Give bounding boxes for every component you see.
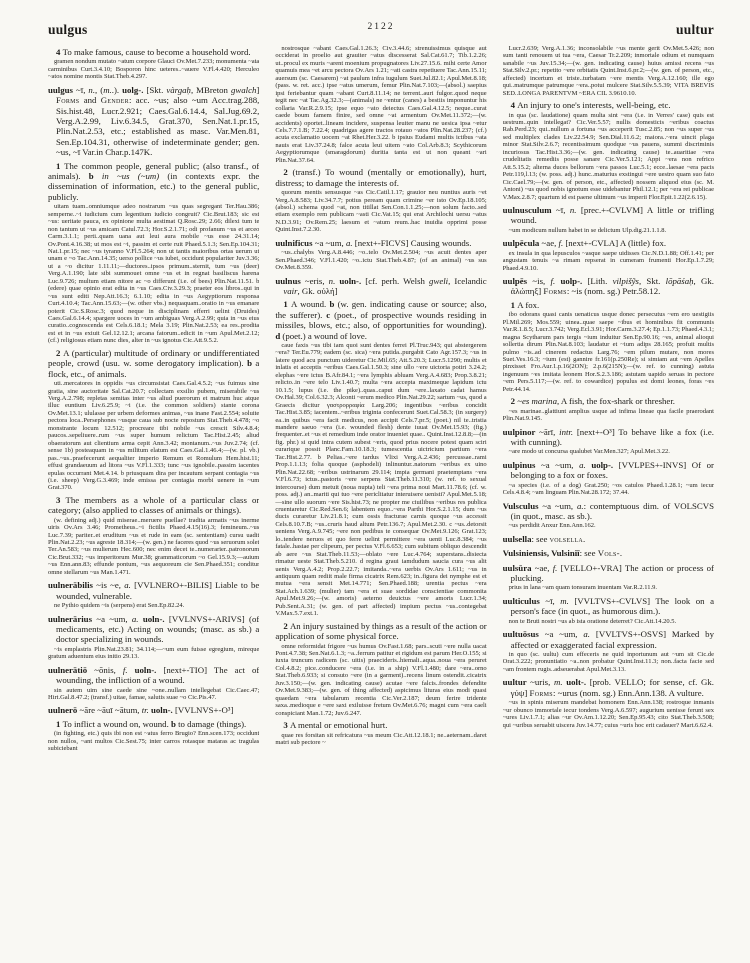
- text-columns: [48, 44, 714, 953]
- entry-headword-block: uulnerārius ~a ~um, a. uoln-. [VVLNVS+-ARIVS] (of medicaments, etc.) Acting on wounds; (masc. as sb.) a doctor specializing in wounds.: [48, 613, 260, 645]
- quotation-block: (w. defining adj.) quid miserae..meruere puellae? tradita armatis ~us inerme uiris Ov.Ars 3.46; Prometheus..~i fictilis Phaed.4.15(16).3; femineum..~us Luc.7.39; pariter..et eruditum ~us et rude in eam (sc. sententiam) cursu uadit Plin.Nat.2.23; ~us agreste 18.314;—(w. gen.) ne faceres quod ~us seruorum solet Ter.An.583; ~us mulierum Hec.600; nec enim decet te..numerarier..patronorum Cic.Brut.332; ~us imperitorum Mur.38; grammaticorum ~o Gel.15.9.3;—auium ~us Enn.ann.83; effunde pontum, ~us aequoreum cie Sen.Phaed.351; conditur omne stellarum ~us Man.1.471.: [48, 516, 260, 576]
- sense-definition: 1 A wound. b (w. gen. indicating cause or source; also, the sufferer). c (poet., of prospective wounds residing in missiles, blows, etc.; also, of opportunities for wounding). d (poet.) a wound of love.: [275, 299, 487, 341]
- entry-headword-block: uultuōsus ~a ~um, a. [VVLTVS+-OSVS] Marked by affected or exaggerated facial expression.: [502, 629, 714, 650]
- entry-headword-block: Vulsiniensis, Vulsiniī: see Vols-.: [502, 548, 623, 559]
- quotation-block: in qua (sc. laudatione) quam multa sint ~era (i.e. in Verres' case) quis est uestrum..quin intellegat? Cic.Ver.5.57; nullis domesticis ~eribus coactus Rab.Perd.23; qui..nullum a fortuna ~us acceperit Tusc.2.85; non ~us super ~us sed multiplex clades Liv.22.54.9; Sen.Dial.11.6.2; maiora..~era uincit plaga minor Stat.Silv.2.6.7; recentissimum quodque ~us pauens, summi discriminis incuriosus Tac.Hist.3.36;—(w. gen. indicating cause) te..auaritiae ~era crudelitatis remediis posse sanare Cic.Ver.5.121; Appi ~era non refrico Att.5.15.2; alterna duces bellorum ~era passos Luc.5.1; ecce..laesae ~era pacis Petr.119,l.13; (w. poss. adj.) hunc..maturius exstingui ~ere uestro quam suo fato Cic.Cael.79;—(w. gen. of person, etc., affected) nossem aliquod eius (sc. M. Antoni) ~us quod nobis ignotum esse uidebantur Phil.12.1; per ~era rei publicae V.Max.2.8.7; quartum id est paene ultimum ~us imperii Flor.Epit.1.22(2.6.15).: [502, 111, 714, 201]
- sense-definition: 1 A fox.: [510, 299, 540, 310]
- quotation-block: sin autem uim sine caede sine ~one..nullam intellegebat Cic.Caec.47; Hirt.Gal.8.47.2; (transf.) uitae, famae, salutis suae ~o Cic.Pis.47.: [48, 686, 260, 701]
- column-left: [48, 44, 259, 953]
- entry-headword-block: uulnerō ~āre ~āuī ~ātum, tr. uoln-. [VVLNVS+-O³]: [48, 705, 234, 716]
- quotation-block: nostrosque ~abant Caes.Gal.1.26.3; Civ.3.44.6; strenuissimus quisque aut occiderat in proelio aut grauiter ~atus discesserat Sal.Cat.61.7; Tib.1.2.26; ut..procul ex muris ~arent moenium propugnatores Liv.27.15.6. mihi certe Amor quamuis mea ~et arcu pectora Ov.Ars 1.21; ~ati castra repetiuere Tac.Ann.15.11; auersum (sc. Caesarem) ~at paulum infra iugulum Suet.Jul.82.1; Apul.Met.8.18; (pass. w. ret. acc.) ipse ~atus umerum, femur Plin.Nat.7.103;—(absol.) saepius ipsi feriebantur quam ~abant Curt.8.11.14; ne terrent..auri fulgor..quod neque tegit nec ~at Tac.Ag.32.3;—(animals) ne ~entur (canes) a bestiis imponuntur his collaria Var.R.2.9.15; ipse equo ~ato deiectus Caes.Gal.4.12.5; neque..curat caede boum famem finire, sed omne ~at armentum Ov.Met.11.372;—(w. accidents) oportet..lineam incidere, suspensa leuiter manu ne uesica ipsa ~etur Cels.7.7.1.B; 7.22.4; quadrigas agere tractos rotauo ~atos Plin.Nat.28.237; (cf.) acuta exclamatio uocem ~at Rhet.Her.3.22. b ipsius Eudami multis ictibus ~ata nauis erat Liv.37.24.8; falce acuta leui uitem ~ato Col.Arb.8.3; Scythicorum Aegyptiorumque (smaragdorum) duritia tanta est ut non queant ~ari Plin.Nat.37.64.: [275, 45, 487, 164]
- quotation-block: in quo (sc. uultu) cum effeceris ne quid inportunum aut ~um sit Cic.de Orat.3.222; pronuntiatio ~a..non probatur Quint.Inst.11.3; non..facta facie sed ~am frontem rugis..adseuerabat Apul.Met.3.13.: [502, 650, 714, 673]
- entry-headword-block: Vulsculus ~a ~um, a.: contemptuous dim. of VOLSCVS (in quot., masc. as sb.).: [502, 500, 714, 521]
- sense-definition: 1 The common people, general public; (also transf., of animals). b in ~us (~um) (in contexts expr. the dissemination of information, etc.) to the general public, publicly.: [48, 160, 260, 202]
- quotation-block: ~us perdidit Anxur Enn.Ann.162.: [508, 522, 596, 530]
- running-head-right-headword: uultur: [676, 22, 714, 37]
- quotation-block: ~a species (i.e. of a dog) Grat.250; ~os catulos Phaed.1.28.1; ~um iecur Cels.4.8.4; ~am linguam Plin.Nat.28.172; 37.44.: [502, 481, 714, 497]
- quotation-block: non te Bruti nostri ~us ab ista oratione deterret? Cic.Att.14.20.5.: [508, 617, 677, 625]
- quotation-block: omne reformidat frigore ~us humus Ov.Fast.1.68; pars..scuti ~ere nulla uacat Pont.4.7.38; Sen.Nat.6.1.3; ~a..ferrum patitur et rigidum est parum Her.O.155; si iuxta truncum radicem (sc. uitis) praecideris..hiemali..aqua..noua ~era peruret Col.4.8.2; pice..conducere ~era (i.e. in a ship) V.Fl.1.480; dare ~era..orno Stat.Theb.6.933; si consuto ~ere (in a garment)..recens linum ostendit..cicatrix Juv.3.150;—(w. gen. indicating cause) acutae ~ere falcis..frondes defendite Ov.Met.9.383;—(w. gen. of thing affected) aspicimus lituras eius modi quasi quaedam ~era tabularum recentia Cic.Ver.2.187; deum ferire tridente saxa..medioque e ~ere saxi exiluisse fretum Ov.Met.6.76; magni cum ~era caeli conspiciant Man.1.72; Juv.6.247.: [275, 642, 487, 717]
- quotation-block: ne Pythio quidem ~is (serpens) erat Sen.Ep.82.24.: [54, 602, 185, 610]
- column-middle: [275, 44, 486, 953]
- quotation-block: ~us in spinis miserum mandebat homonem Enn.Ann.138; rostroque inmanis ~ur obunco immortale iecur tondens Verg.A.6.597; augurium uenisse ferunt sex ~ures Liv.1.7.1; alias ~ur Ov.Am.1.12.20; Sen.Ep.95.43; cito Stat.Theb.3.508; qui ~uribus seruabit uiscera Juv.14.77; cuius ~uris hoc erit cadauer? Mart.6.62.4.: [502, 699, 714, 729]
- sense-definition: 4 To make famous, cause to become a household word.: [56, 47, 251, 57]
- entry-headword-block: uulgus ~ī, n., (m..). uolg-. [Skt. vàrgaḥ, MBreton gwalch] Forms and Gender: acc. ~us; also ~um Acc.trag.288, Sis.hist.48, Lucr.2.921; Caes.Gal.6.14.4, Sal.Jug.69.2, Verg.A.2.99, Liv.6.34.5, Grat.370, Sen.Nat.1.pr.15, Plin.Nat.2.53, etc.; established as masc. Var.Men.81, Sen.Ep.104.31, otherwise of indeterminate gender; gen. ~us, ~ī Var.in Char.p.147K.: [48, 84, 260, 158]
- page-number: 2122: [367, 22, 395, 32]
- quotation-block: quorum mentis sensusque ~as Cic.Catil.1.17; grauior neu nuntius auris ~et Verg.A.8.583; Liv.34.7.7; potius peream quam crimine ~er isto Ov.Ep.18.105; (absol.) schema quod ~at, non titillat Sen.Con.1.1.25;—non solum facto..sed etiam exemplo rem publicam ~asti Cic.Vat.15; qui erat Archilochi uersu ~atus N.D.3.91; Ov.Rem.25; laesum et ~atum reum..hac inuidia opprimi posse Quint.Inst.7.2.30.: [275, 189, 487, 234]
- sense-definition: 4 An injury to one's interests, well-being, etc.: [510, 100, 671, 111]
- entry-headword-block: uulpēs ~is, f. uolp-. [Lith. vilpišỹs, Skt. lōpāśaḥ, Gk. ἀλώπηξ] Forms: ~is (nom. sg.) Petr.58.12.: [502, 276, 714, 297]
- quotation-block: ~um modicum nullum habet in se delictum Ulp.dig.21.1.1.8.: [508, 226, 667, 234]
- sense-definition: 1 To inflict a wound on, wound. b to damage (things).: [56, 718, 247, 729]
- sense-definition: 3 A mental or emotional hurt.: [283, 720, 388, 731]
- quotation-block: ~is emplastris Plin.Nat.23.81; 34.114;—~um eum fuisse egregium, mireque gratum aduentum eius initio 29.13.: [48, 645, 260, 661]
- entry-headword-block: uulticulus ~ī, m. [VVLTVS+-CVLVS] The look on a person's face (in quot., as humorous dim.).: [502, 595, 714, 617]
- entry-headword-block: uulnerātiō ~ōnis, f. uoln-. [next+-TIO] The act of wounding, the infliction of a wound.: [48, 664, 260, 686]
- quotation-block: caue faxis ~us tibi iam quoi sunt dentes ferrei Pl.Truc.943; qui abstergerem ~era? Ter.Eu.779; eadem (sc. sica) ~era putida..purgabit Cato Agr.157.3; ~us in latere quod acu punctum uideretur Cic.Mil.65; Att.5.20.3; Lucr.5.1290; multis et inlatis et acceptis ~eribus Caes.Gal.1.50.3; sine ullo ~ere uictoria potiri 3.24.2; elephas ~ere ictus B.Afr.84.1; ~era lymphis abluam Verg.A.4.683; Prop.3.8.21; relicto..in ~ere telo Liv.1.40.7; multa ~era accepta maximeque lapidum ictu 10.1.5; lupus (i.e. the pike)..quas..caput dum ~ere..laxato cadat hamus Ov.Hal.39; Col.6.32.3; Alconti ~erum medico Plin.Nat.29.22; sartum ~us, quod a Graecis dicitur γαστρορραφία Larg.206; ingentibus ~eribus concidit Tac.Hist.3.85; iacentem..~eribus triginta confecerunt Suet.Cal.58.3; (in surgery) ea..in quibus ~era facit medicus, non accipit Cels.7.pr.5; (poet.) nil te..tristia mandere saeuo ~era (i.e. wounded flesh) dente iuuat Ov.Met.15.93; (fig.) frequenter..et ~us et remedium inde orator inueniet quae.. Quint.Inst.12.8.8;—(in fig. phr.) si quid intra cutem subest ~eris, quod prius nocere potest quam sciri curarique possit Planc.Fam.10.18.3; tumescentia uictricium partium ~era Tac.Hist.2.77. b Pelias..~ere tardus Vlixi Verg.A.2.436; percussae..rami Prop.1.1.13; folia quoque (asphodeli) inlinuntur..natorum ~eribus ex uino Plin.Nat.22.68; ~eribus ustrinarum 29.114; impia germani praetemptans ~era V.Fl.6.73; ictus..pastoris ~ere serpens Stat.Theb.11.310; (w. ref. to sexual intercourse) dum metuit (noua nupta) teli ~era prima noui Mart.11.78.6; (cf. w. poss. adj.) an..mariti qui tuo ~ere periclitatur interuisere uenisti? Apul.Met.5.18;—sine ullo suorum ~ere Sis.hist.73; ne propter me ciuilibus ~eribus res publica cruentaretur Cic.Red.Sen.6; labentem equo..~era Parthi Hor.S.2.1.15; dum ~us ducis curaretur Liv.21.8.1; cum ossis fracturae carnis quoque ~us accessit Cels.8.10.7.B; ~us..cruris haud altum Petr.136.7; Apul.Met.2.30. c ~us..detorsit ueniens Verg.A.9.745; ~ere non pedibus te consequar Ov.Met.9.126; Grat.123; lo..tendere neruos et quo ferre uelint permittere ~era uenti Luc.8.384; ~us fatale..hastae per clipeum, per pectus V.Fl.6.653; cum subitum obliquo descendit ab aere ~us Stat.Theb.11.53;—oblato ~ere Luc.4.764; superstans..disiecta rimatur ueste Stat.Theb.5.210. d regina graui iamdudum saucia cura ~us alit uenis Verg.A.4.2; Prop.2.22.7; imitanda..~era uerbis Ov.Ars 1.611; ~us in antiquum quam rediit male firma cicatrix Rem.623; in..figura dei nymphe est et mutua ~era sensit Met.14.771; Sen.Phaed.188; urentia pectus ~era Stat.Ach.1.639; (mulier) tam ~era et suae sordidae conscientiae commonita Apul.Met.9.26;—(w. amoris) aeterno deuictus ~ere amoris Lucr.1.34; Pub.Sent.A.31; (w. gen. of part affected) impium pectus ~us..contegebat V.Max.5.7.ext.1.: [275, 341, 487, 618]
- sense-definition: 2 A (particular) multitude of ordinary or undifferentiated people, crowd (usu. w. some derogatory implication). b a flock, etc., of animals.: [48, 347, 260, 379]
- sense-definition: 2 ~es marina, A fish, the fox-shark or thresher.: [510, 396, 675, 407]
- entry-headword-block: uultur ~uris, m. uolt-. [prob. VELLO; for sense, cf. Gk. γύψ] Forms: ~urus (nom. sg.) Enn.Ann.138. A vulture.: [502, 677, 714, 698]
- quotation-block: ~es marinae..glattiunt amplius usque ad infima lineae qua facile praerodant Plin.Nat.9.145.: [502, 407, 714, 423]
- quotation-block: quae res forsitan sit refricatura ~us meum Cic.Att.12.18.1; ne..aeternam..daret matri sub pectore ~: [275, 731, 487, 746]
- quotation-block: prius in lana ~am quam tonsuram inuentam Var.R.2.11.9.: [508, 584, 657, 592]
- quotation-block: Lucr.2.639; Verg.A.1.36; inconsolabile ~us mente gerit Ov.Met.5.426; non sum tanti renouem ut tua ~era, Caesar Tr.2.209; inmortale odium et numquam sanabile ~us Juv.15.34;—(w. gen. indicating cause) huius amissi recens ~us Stat.Silv.2.pr.; repetito ~ere orbitatis Quint.Inst.6.pr.2;—(w. gen. of person, etc., affected) incertum et triste..turbatam ~ere mentis Verg.A.12.160; ille ego qui..matrumque patrumque ~era..potui mulcere Stat.Silv.5.5.39; VITA BREVIS SED..LONGA PARENTVM ~ERA CIL 3.9610.10.: [502, 45, 714, 97]
- entry-headword-block: uulsūra ~ae, f. [VELLO+-VRA] The action or process of plucking.: [502, 562, 714, 584]
- entry-headword-block: uulsella: see volsella.: [502, 533, 586, 544]
- running-head-left-headword: uulgus: [48, 22, 88, 37]
- sense-definition: 2 An injury sustained by things as a result of the action or application of some physical force.: [275, 620, 487, 642]
- running-head: [48, 22, 714, 38]
- entry-headword-block: uulpinus ~a ~um, a. uolp-. [VVLPES+-INVS] Of or belonging to a fox or foxes.: [502, 459, 714, 481]
- sense-definition: 2 (transf.) To wound (mentally or emotionally), hurt, distress; to damage the interests of.: [275, 167, 487, 188]
- quotation-block: ~are modo ut concursa qualubet Var.Men.327; Apul.Met.3.22.: [508, 448, 670, 456]
- quotation-block: ibo odorans quasi canis uenaticus usque donec persecutus ~em ero uestigiis Pl.Mil.269; Mos.559; uinea..quae saepe ~ibus et hominibus fit communis Var.R.1.8.5; Lucr.3.742; Verg.Ecl.3.91; Hor.Carm.3.27.4; Ep.1.1.73; Phaed.4.3.1; magna Scytharum pars tergis ~ium induitur Sen.Ep.90.16; ~es, animal alioqui sollertia dirum Plin.Nat.8.103; laudatur et ~ium adips 28.165; profuit multis pulmo ~is..ad cinerem redactus Larg.76; ~em pilum mutare, non mores Suet.Ves.16.3; ~ium (est) gannire fr.161(p.250Re); si simiam aut ~em Apelles pinxisset Fro.Aur.1.p.16(2ON); 2.p.6(215N);—(w. ref. to cunning) astuta ingenuum ~es imitata leonem Hor.S.2.3.186; astutam uapido seruas in pectore ~em Pers.5.117;—(w. ref. to cowardice) populus est domi leones, foras ~es Petr.44.14.: [502, 311, 714, 393]
- entry-headword-block: uulnus ~eris, n. uoln-. [cf. perh. Welsh gweli, Icelandic vair, Gk. οὐλή]: [275, 275, 487, 296]
- column-right: [503, 44, 714, 953]
- quotation-block: ~us..chalybs Verg.A.8.446; ~o..telo Ov.Met.2.504; ~us acuit dentes aper Sen.Phaed.346; V.Fl.1.420; ~o..ictu Stat.Theb.4.87; (of an animal) ~us sus Ov.Met.8.359.: [275, 249, 487, 272]
- entry-headword-block: uulpinor ~ārī, intr. [next+-O³] To behave like a fox (i.e. with cunning).: [502, 426, 714, 447]
- entry-headword-block: uulnusculum ~ī, n. [prec.+-CVLVM] A little or trifling wound.: [502, 205, 714, 226]
- quotation-block: ex insula in qua lepusculos ~asque saepe uidisses Cic.N.D.1.88; Off.1.41; per angustam tenuis ~a rimam repserat in cumeram frumenti Hor.Ep.1.7.29; Phaed.4.9.10.: [502, 249, 714, 272]
- entry-headword-block: uulnificus ~a ~um, a. [next+-FICVS] Causing wounds.: [275, 237, 472, 248]
- quotation-block: gramen nondum mutato ~atum corpore Glauci Ov.Met.7.233; monumenta ~ata carminibus Curt.3.4.10; Bosporon hinc ueteres..~auere V.Fl.4.420; Herculeo ~atos nomine montis Stat.Theb.4.297.: [48, 58, 260, 81]
- quotation-block: (in fighting, etc.) quis ibi non est ~atus ferro Brugio? Enn.scen.173; occidunt non nullos, ~ant multos Cic.Sest.75; inter carros rotasque mataras ac tragulas subiciebant: [48, 730, 260, 753]
- sense-definition: 3 The members as a whole of a particular class or category; (also applied to classes of animals or things).: [48, 494, 260, 516]
- quotation-block: uitam tuam..omniumque adeo nostrarum ~us quas segregant Ter.Hau.386; semperne..~i iudicium cum legentium iudicio congruit? Cic.Brut.183; sic est ~us: ueritate pauca, ex opinione multa aestimat Q.Rosc.29; 2.66; dilexi tum te non tantum ut ~us amicam Catul.72.3; Hor.S.2.1.71; odi profanum ~us et arceo Carm.3.1.1; perti..quam uana aut leui aura mobile ~us esse 24.31.14; Ov.Pont.4.16.38; ut mos est ~i, passim et certe ruit Phaed.5.1.3; Sen.Ep.104.31; Nat.1.pr.15; nec ~us tyranno V.Fl.5.264; non ut tantis maioribus ortas uerum ut unam e ~o Tac.Ann.14.35; uerso pollice ~us iubet, occidunt populariter Juv.3.36; ut a ~o dicitur 1.11.11;—ductores..ipsos primum..sternit, tum ~us (deer) Verg.A.1.190; late sibi summouet omne ~us et in regnat basiliscus harena Luc.9.726; multum etiam nitore ac ~o differunt (i.e. of bees) Plin.Nat.11.51. b (edere) quae opinio erat edita in ~us Caes.Civ.3.29.3; praeter eos libros..qui in ~us sunt editi Nep.Att.16.3; 6.1.10; edita in ~us Aegyptiorum responsa Curt.4.10.4; Tac.Ann.15.63;—(w. other vbs.) nequaquam..oratio in ~us emanare poterit Cic.S.Rosc.3; quod neque in disciplinam efferri uelint (Druides) Caes.Gal.6.14.4; spargere uoces in ~um ambiguas Verg.A.2.99; quia in ~us eius curatio..cognoscenda est Cels.6.18.1; Mela 3.19; Plin.Nat.2.53; ea res..prodita est et in ~us exiuit Gel.12.12.1; arcana fatorum..edicit in ~um Apul.Met.2.12; (cf.) religiosus etiam nunc dies, alter in ~us ignotus Cic.Att.9.5.2.: [48, 203, 260, 345]
- entry-headword-block: uulpēcula ~ae, f. [next+-CVLA] A (little) fox.: [502, 238, 667, 249]
- quotation-block: uti..mercatores in oppidis ~us circumsistat Caes.Gal.4.5.2; ~us fuimus sine gratia, sine auctoritate Sal.Cat.20.7; collectam exsilio pubem, miserabile ~us Verg.A.2.798; repletas semitas inter ~us aliud puerorum et matrum huc atque illuc euntium Liv.6.25.9; ~i (i.e. the common soldiers) stante corona Ov.Met.13.1; ululasse per urbem deformes animas, ~us inane Fast.2.554; soluite pectora loca..Persephones ~usque caua sub nocte repostum Stat.Theb.4.478; ~o monstrante locum 12.512; procreare tibi nobile ~us crescit Silv.4.8.4; paucos..sepeliuere..rum ~us super humum relictum Tac.Hist.2.45; aliud obaeratorum aut clientium arma cepit Ann.3.42; montanum..~us Juv.2.74; (cf. sense 1b) posteaquam in ~us militum elatum est Caes.Gal.1.46.4;—(w. pl. vb.) pas..~us..praefecerunt aequaliter imperio Remum et Romulum Hem.hist.11; effusi grandaeuum ad litora ~us V.Fl.1.333; tunc ~us ignobile..passim iacentes epulas occurrant Met.4.14. b priusquam dira per incautum serpant contagia ~us (i.e. sheep) Verg.G.3.469; inde emissa per contagia morbi uenere in ~um Grat.370.: [48, 380, 260, 492]
- entry-headword-block: uulnerābilis ~is ~e, a. [VVLNERO+-BILIS] Liable to be wounded, vulnerable.: [48, 580, 260, 601]
